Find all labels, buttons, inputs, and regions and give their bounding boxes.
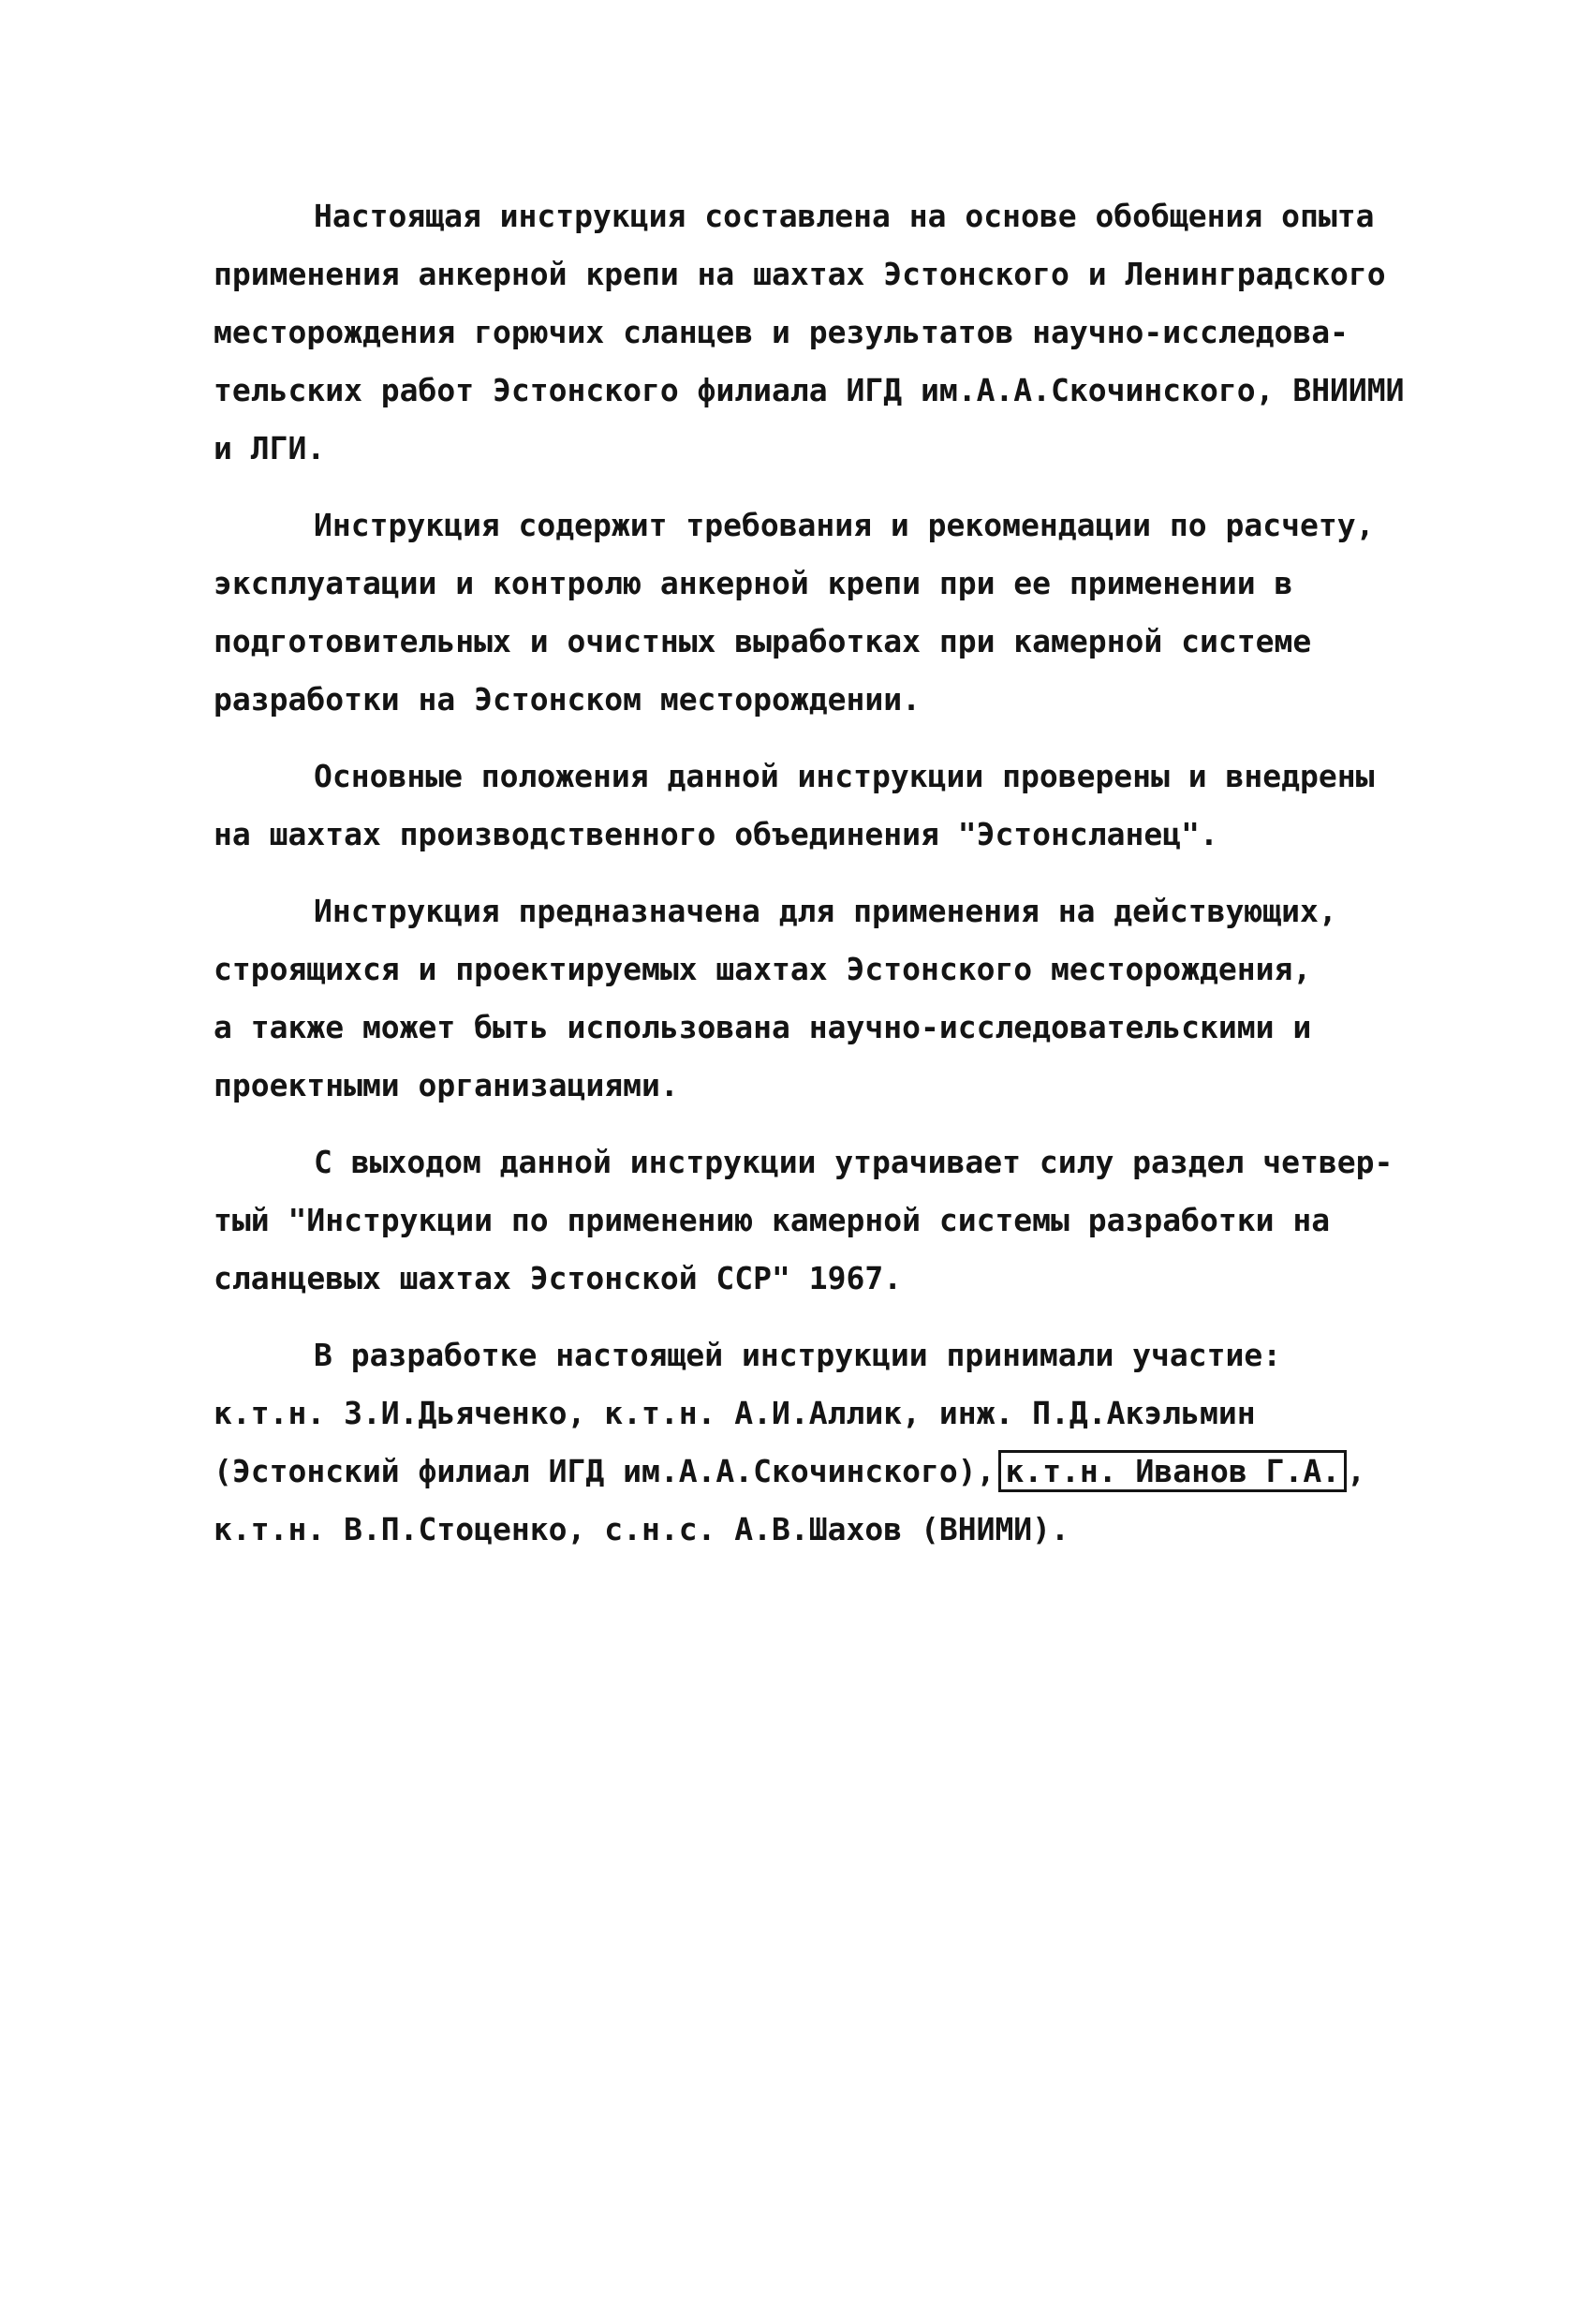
text-line: подготовительных и очистных выработках при камерной системе (214, 623, 1312, 659)
paragraph-purpose (214, 882, 1412, 1115)
text-line: месторождения горючих сланцев и результатов научно-исследова- (214, 314, 1349, 350)
text-line: строящихся и проектируемых шахтах Эстонского месторождения, (214, 951, 1312, 987)
text-line: проектными организациями. (214, 1067, 679, 1103)
text-line: а также может быть использована научно-исследовательскими и (214, 1009, 1312, 1045)
paragraph-intro (214, 187, 1412, 478)
text-line: тый "Инструкции по применению камерной системы разработки на (214, 1202, 1331, 1238)
text-line: Основные положения данной инструкции проверены и внедрены (314, 758, 1375, 794)
paragraph-contents (214, 496, 1412, 729)
text-line: тельских работ Эстонского филиала ИГД им.А.А.Скочинского, ВНИИМИ (214, 372, 1405, 408)
text-line-boxed (214, 1443, 1412, 1501)
paragraph-authors (214, 1326, 1412, 1559)
text-line: к.т.н. В.П.Стоценко, с.н.с. А.В.Шахов (ВНИМИ). (214, 1511, 1069, 1547)
text-line: на шахтах производственного объединения "Эстонсланец". (214, 816, 1218, 852)
text-line: сланцевых шахтах Эстонской ССР" 1967. (214, 1260, 903, 1296)
text-line: В разработке настоящей инструкции принимали участие: (314, 1337, 1282, 1373)
text-line: эксплуатации и контролю анкерной крепи при ее применении в (214, 565, 1293, 601)
text-segment: (Эстонский филиал ИГД им.А.А.Скочинского), (214, 1453, 996, 1489)
text-line: разработки на Эстонском месторождении. (214, 681, 921, 718)
text-line: и ЛГИ. (214, 430, 326, 466)
text-line: С выходом данной инструкции утрачивает силу раздел четвер- (314, 1144, 1394, 1180)
text-line: применения анкерной крепи на шахтах Эстонского и Ленинградского (214, 256, 1386, 292)
boxed-author: к.т.н. Иванов Г.А. (998, 1450, 1347, 1492)
text-line: Инструкция предназначена для применения на действующих, (314, 893, 1337, 929)
text-line: Настоящая инструкция составлена на основе обобщения опыта (314, 198, 1375, 234)
paragraph-verification (214, 748, 1412, 864)
text-line: Инструкция содержит требования и рекомендации по расчету, (314, 507, 1375, 543)
text-line: к.т.н. З.И.Дьяченко, к.т.н. А.И.Аллик, инж. П.Д.Акэльмин (214, 1395, 1256, 1431)
paragraph-supersedes (214, 1133, 1412, 1308)
text-segment: , (1347, 1453, 1365, 1489)
document-body (214, 187, 1412, 1577)
